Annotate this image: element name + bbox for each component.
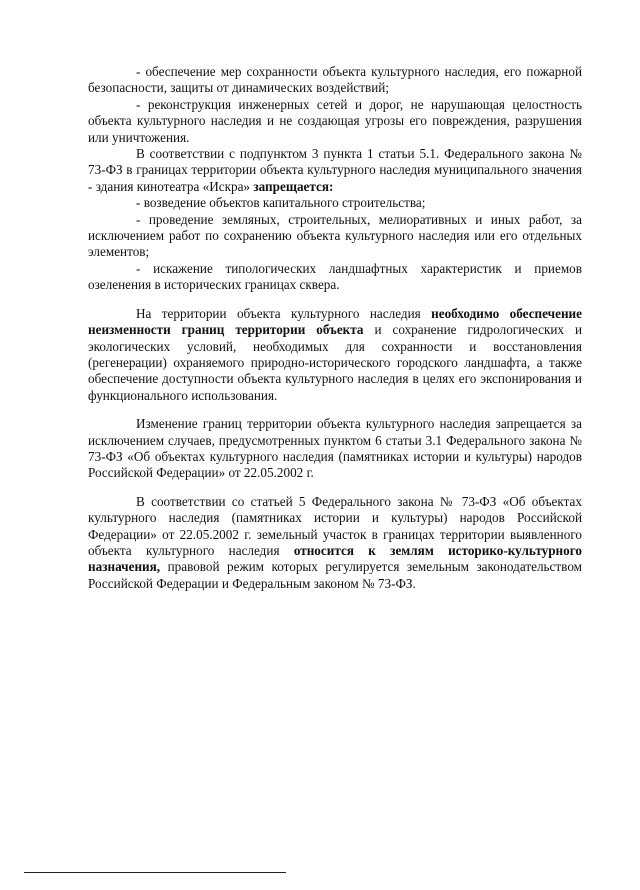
paragraph-prohibitions-intro	[88, 146, 582, 195]
paragraph-gap	[88, 404, 582, 416]
land-category-bold: относится к землям историко-культурного назначения,	[88, 542, 582, 575]
land-category-lead: В соответствии со статьей 5 Федерального закона № 73-ФЗ «Об объектах культурного наследия (памятниках истории и культуры) народов Российской Федерации» от 22.05.2002 г. земельный участок в границах территории выявленного объекта культурного наследия	[88, 493, 582, 558]
paragraph-gap	[88, 482, 582, 494]
paragraph-boundary-change	[88, 416, 582, 482]
land-category-rest: правовой режим которых регулируется земельным законодательством Российской Федерации и Федеральным законом № 73-ФЗ.	[88, 559, 583, 591]
territory-requirements-rest: и сохранение гидрологических и экологических условий, необходимых для сохранности и восстановления (регенерации) охраняемого природно-исторического городского ландшафта, а также обеспечение доступности объекта культурного наследия в целях его экспонирования и функционального использования.	[88, 322, 583, 403]
paragraph-gap	[88, 294, 582, 306]
paragraph-landscape-text: - искажение типологических ландшафтных характеристик и приемов озеленения в исторических границах сквера.	[88, 260, 582, 293]
paragraph-land-category	[88, 494, 582, 592]
paragraph-capital-construction-text: - возведение объектов капитального строительства;	[136, 195, 426, 211]
paragraph-earthworks-text: - проведение земляных, строительных, мелиоративных и иных работ, за исключением работ по сохранению объекта культурного наследия или его отдельных элементов;	[88, 211, 582, 260]
territory-requirements-bold: необходимо обеспечение неизменности границ территории объекта	[88, 305, 583, 338]
paragraph-landscape	[88, 261, 582, 294]
paragraph-earthworks	[88, 212, 582, 261]
paragraph-fire-safety	[88, 64, 582, 97]
paragraph-territory-requirements	[88, 306, 582, 404]
document-body	[88, 64, 582, 592]
paragraph-boundary-change-text: Изменение границ территории объекта культурного наследия запрещается за исключением случаев, предусмотренных пунктом 6 статьи 3.1 Федерального закона № 73-ФЗ «Об объектах культурного наследия (памятниках истории и культуры) народов Российской Федерации» от 22.05.2002 г.	[88, 416, 582, 481]
paragraph-reconstruction-text: - реконструкция инженерных сетей и дорог, не нарушающая целостность объекта культурного наследия и не создающая угрозы его повреждения, разрушения или уничтожения.	[88, 96, 582, 145]
paragraph-fire-safety-text: - обеспечение мер сохранности объекта культурного наследия, его пожарной безопасности, защиты от динамических воздействий;	[88, 64, 582, 96]
prohibitions-intro-text: В соответствии с подпунктом 3 пункта 1 статьи 5.1. Федерального закона № 73-ФЗ в границах территории объекта культурного наследия муниципального значения - здания кинотеатра «Искра»	[88, 146, 582, 194]
prohibited-label: запрещается:	[253, 178, 334, 194]
paragraph-reconstruction	[88, 97, 582, 146]
territory-requirements-lead: На территории объекта культурного наследия	[136, 305, 421, 321]
footer-rule	[24, 872, 286, 873]
paragraph-capital-construction	[88, 195, 582, 211]
